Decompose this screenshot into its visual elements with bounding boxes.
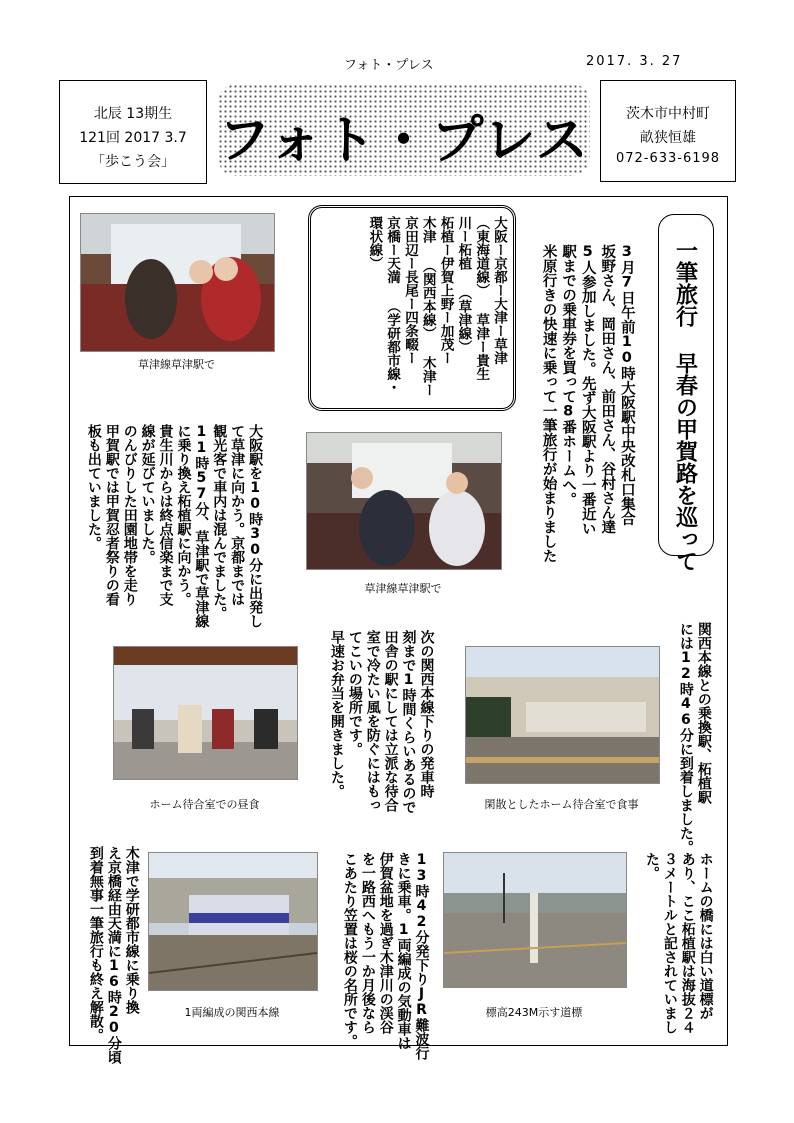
para-kansai: 関西本線との乗換駅、柘植駅 には12時46分に到着しました。 <box>677 622 712 854</box>
para-bridge: ホームの橋には白い道標が あり、ここ柘植駅は海抜２４ ３メートルと記されていまし た。 <box>643 852 714 1034</box>
photo-6-caption: 標高243M示す道標 <box>485 1006 583 1019</box>
para-osaka: 大阪駅を10時30分に出発し て草津に向かう。京都までは 観光客で車内は混んでました。 11時57分、草津駅で草津線 に乗り換え柘植駅に向かう。 貴生川からは終点信楽まで支 線が延びていました。 のんびりした田園地帯を走り 甲賀駅では甲賀忍者祭りの看 板も出ていました。 <box>85 424 264 628</box>
author-address: 茨木市中村町 <box>626 106 710 122</box>
issue-date: 2017. 3. 27 <box>586 54 683 69</box>
top-center-title: フォト・プレス <box>344 58 434 73</box>
masthead-title: フォト・プレス <box>218 111 590 171</box>
para-kizu: 木津で学研都市線に乗り換 え京橋経由天満に16時20分頃 到着無事一筆旅行も終え解散。 <box>87 846 140 1064</box>
photo-train-interior-2 <box>306 432 502 570</box>
photo-5-caption: 1両編成の関西本線 <box>184 1006 280 1019</box>
author-name: 畝狭恒雄 <box>640 130 696 146</box>
club-name: 「歩こう会」 <box>91 154 175 170</box>
photo-2-caption: 草津線草津駅で <box>364 582 442 595</box>
route-box <box>308 205 516 411</box>
group-info-box <box>59 80 207 184</box>
photo-1-caption: 草津線草津駅で <box>138 358 215 371</box>
author-info-box <box>600 80 736 182</box>
photo-altitude-marker <box>443 852 627 988</box>
intro-text: 3月7日午前10時大阪駅中央改札口集合 坂野さん、岡田さん、前田さん、谷村さん達 5人参加しました。先ず大阪駅より一番近い 駅までの乗車券を買って8番ホームへ。 米原行きの快速に乗って一筆旅行が始まりました <box>540 244 635 563</box>
para-1342: 13時42分発下りJR難波行 きに乗車。1両編成の気動車は 伊賀盆地を過ぎ木津川の渓谷 を一路西へもう一か月後なら こあたり笠置は桜の名所です。 <box>341 852 430 1060</box>
headline: 一筆旅行 早春の甲賀路を巡って <box>672 239 698 572</box>
photo-4-caption: 閑散としたホーム待合室で食事 <box>484 798 639 811</box>
photo-waiting-room-lunch <box>113 646 298 780</box>
para-next: 次の関西本線下りの発車時 刻まで1時間くらいあるので 田舎の駅にしては立派な待合 室で冷たい風を防ぐにはもっ てこいの場所です。 早速お弁当を開きました。 <box>328 630 435 814</box>
author-phone: 072-633-6198 <box>615 151 721 166</box>
photo-one-car-train <box>148 852 318 991</box>
photo-station-platform <box>465 646 660 784</box>
route-text: 大阪ー京都ー大津ー草津 （東海道線） 草津ー貴生 川ー柘植 （草津線） 柘植ー伊賀上野ー加茂ー 木津 （関西本線） 木津ー 京田辺ー長尾ー四条畷ー 京橋ー天満 （学研都市線・ 環状線） <box>366 216 507 397</box>
meeting-info: 121回 2017 3.7 <box>79 130 187 146</box>
headline-box <box>658 214 714 572</box>
masthead <box>218 84 590 176</box>
photo-train-interior-1 <box>80 213 275 352</box>
group-name: 北辰 13期生 <box>93 106 173 122</box>
photo-3-caption: ホーム待合室での昼食 <box>149 798 260 811</box>
